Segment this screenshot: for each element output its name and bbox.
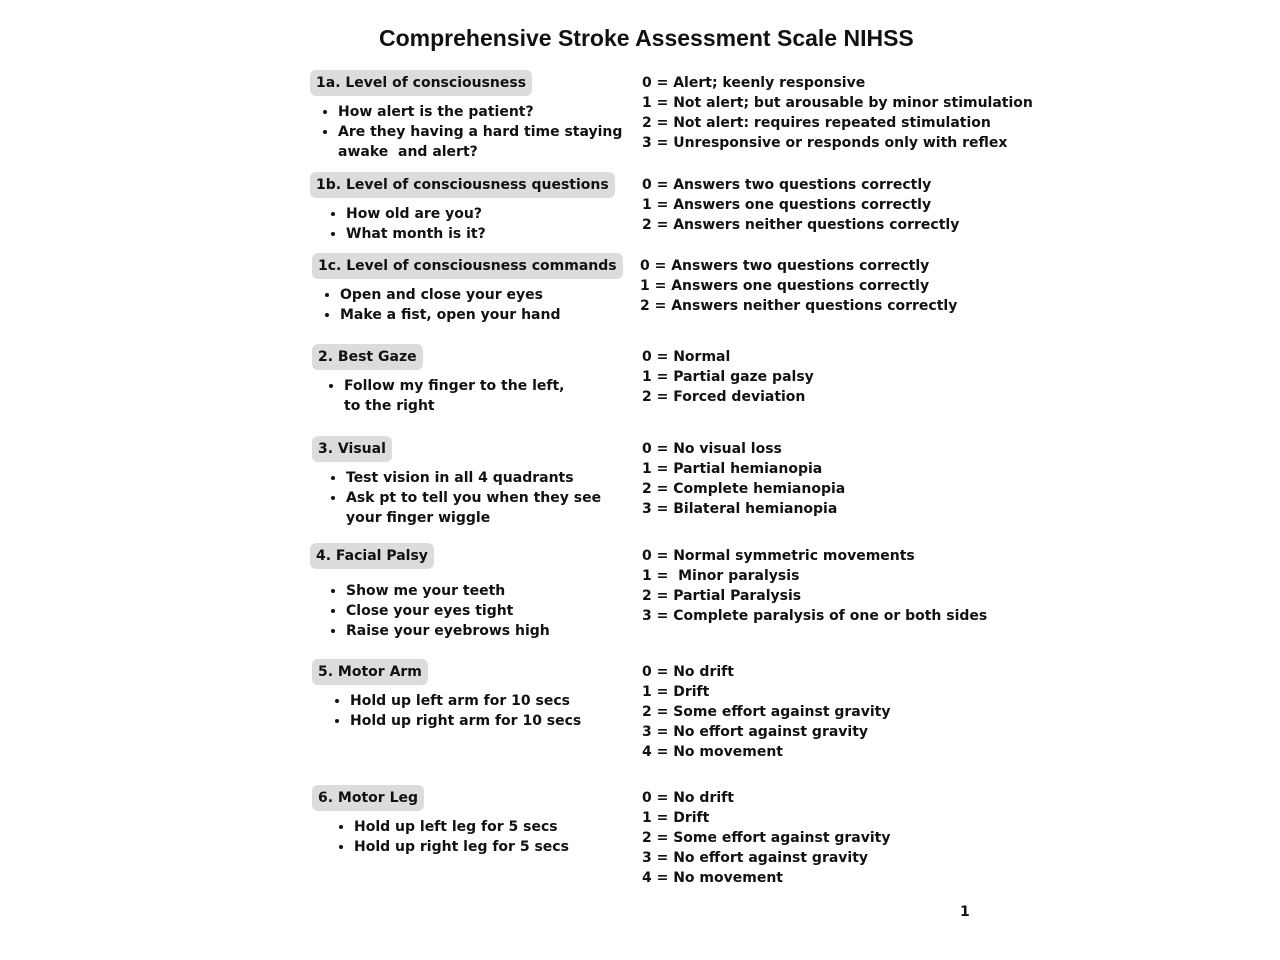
score-item: 2 = Some effort against gravity	[642, 704, 891, 720]
score-list	[642, 73, 1033, 153]
prompt-item: • Show me your teeth	[346, 581, 550, 601]
prompt-list	[312, 817, 569, 857]
section-heading: 6. Motor Leg	[312, 785, 424, 811]
prompt-list	[312, 691, 581, 731]
score-item: 3 = Unresponsive or responds only with reflex	[642, 135, 1008, 151]
score-item: 2 = Answers neither questions correctly	[642, 217, 960, 233]
score-item: 1 = Partial hemianopia	[642, 461, 823, 477]
score-item: 0 = No drift	[642, 790, 734, 806]
score-item: 1 = Not alert; but arousable by minor stimulation	[642, 95, 1033, 111]
section-7	[312, 659, 581, 731]
prompt-item: • Hold up left leg for 5 secs	[354, 817, 569, 837]
score-item: 2 = Forced deviation	[642, 389, 806, 405]
prompt-item: • Open and close your eyes	[340, 285, 623, 305]
score-item: 0 = No visual loss	[642, 441, 782, 457]
section-heading: 1b. Level of consciousness questions	[310, 172, 615, 198]
score-item: 2 = Complete hemianopia	[642, 481, 846, 497]
score-list	[642, 546, 987, 626]
score-item: 2 = Not alert: requires repeated stimulation	[642, 115, 991, 131]
prompt-item: • Hold up right arm for 10 secs	[350, 711, 581, 731]
prompt-list	[312, 285, 623, 325]
page-number: 1	[960, 904, 970, 920]
section-heading: 1c. Level of consciousness commands	[312, 253, 623, 279]
score-item: 0 = Alert; keenly responsive	[642, 75, 866, 91]
page-title: Comprehensive Stroke Assessment Scale NIHSS	[379, 25, 914, 51]
section-8	[312, 785, 569, 857]
prompt-item: • Hold up left arm for 10 secs	[350, 691, 581, 711]
score-list	[642, 788, 891, 888]
prompt-item: • How alert is the patient?	[338, 102, 622, 122]
prompt-list	[312, 468, 601, 528]
section-5	[312, 436, 601, 528]
prompt-item: • Follow my finger to the left, to the right	[344, 376, 564, 416]
prompt-item: • Raise your eyebrows high	[346, 621, 550, 641]
section-3	[312, 253, 623, 325]
section-4	[312, 344, 564, 416]
prompt-list	[312, 376, 564, 416]
prompt-item: • Make a fist, open your hand	[340, 305, 623, 325]
score-item: 1 = Answers one questions correctly	[640, 278, 930, 294]
section-heading: 1a. Level of consciousness	[310, 70, 532, 96]
prompt-item: • What month is it?	[346, 224, 615, 244]
score-list	[642, 175, 959, 235]
score-item: 0 = Answers two questions correctly	[642, 177, 932, 193]
score-item: 3 = No effort against gravity	[642, 724, 869, 740]
prompt-list	[310, 102, 622, 162]
score-item: 1 = Answers one questions correctly	[642, 197, 932, 213]
score-list	[642, 347, 814, 407]
prompt-item: • Test vision in all 4 quadrants	[346, 468, 601, 488]
prompt-item: • Ask pt to tell you when they see your finger wiggle	[346, 488, 601, 528]
score-list	[640, 256, 957, 316]
section-heading: 4. Facial Palsy	[310, 543, 434, 569]
score-item: 0 = Normal	[642, 349, 731, 365]
prompt-item: • How old are you?	[346, 204, 615, 224]
prompt-list	[310, 581, 550, 641]
prompt-item: • Are they having a hard time staying awake and alert?	[338, 122, 622, 162]
score-item: 1 = Drift	[642, 684, 710, 700]
score-item: 0 = Normal symmetric movements	[642, 548, 915, 564]
section-1	[310, 70, 622, 162]
score-item: 0 = Answers two questions correctly	[640, 258, 930, 274]
section-heading: 3. Visual	[312, 436, 392, 462]
section-heading: 5. Motor Arm	[312, 659, 428, 685]
score-item: 4 = No movement	[642, 744, 783, 760]
score-item: 3 = No effort against gravity	[642, 850, 869, 866]
score-item: 1 = Minor paralysis	[642, 568, 800, 584]
score-item: 2 = Some effort against gravity	[642, 830, 891, 846]
score-item: 3 = Complete paralysis of one or both sides	[642, 608, 988, 624]
score-item: 2 = Partial Paralysis	[642, 588, 802, 604]
score-item: 2 = Answers neither questions correctly	[640, 298, 958, 314]
score-item: 1 = Drift	[642, 810, 710, 826]
prompt-list	[310, 204, 615, 244]
section-heading: 2. Best Gaze	[312, 344, 423, 370]
section-2	[310, 172, 615, 244]
score-item: 3 = Bilateral hemianopia	[642, 501, 838, 517]
score-item: 4 = No movement	[642, 870, 783, 886]
section-6	[310, 543, 550, 641]
score-list	[642, 439, 845, 519]
score-item: 0 = No drift	[642, 664, 734, 680]
score-item: 1 = Partial gaze palsy	[642, 369, 814, 385]
prompt-item: • Hold up right leg for 5 secs	[354, 837, 569, 857]
prompt-item: • Close your eyes tight	[346, 601, 550, 621]
score-list	[642, 662, 891, 762]
